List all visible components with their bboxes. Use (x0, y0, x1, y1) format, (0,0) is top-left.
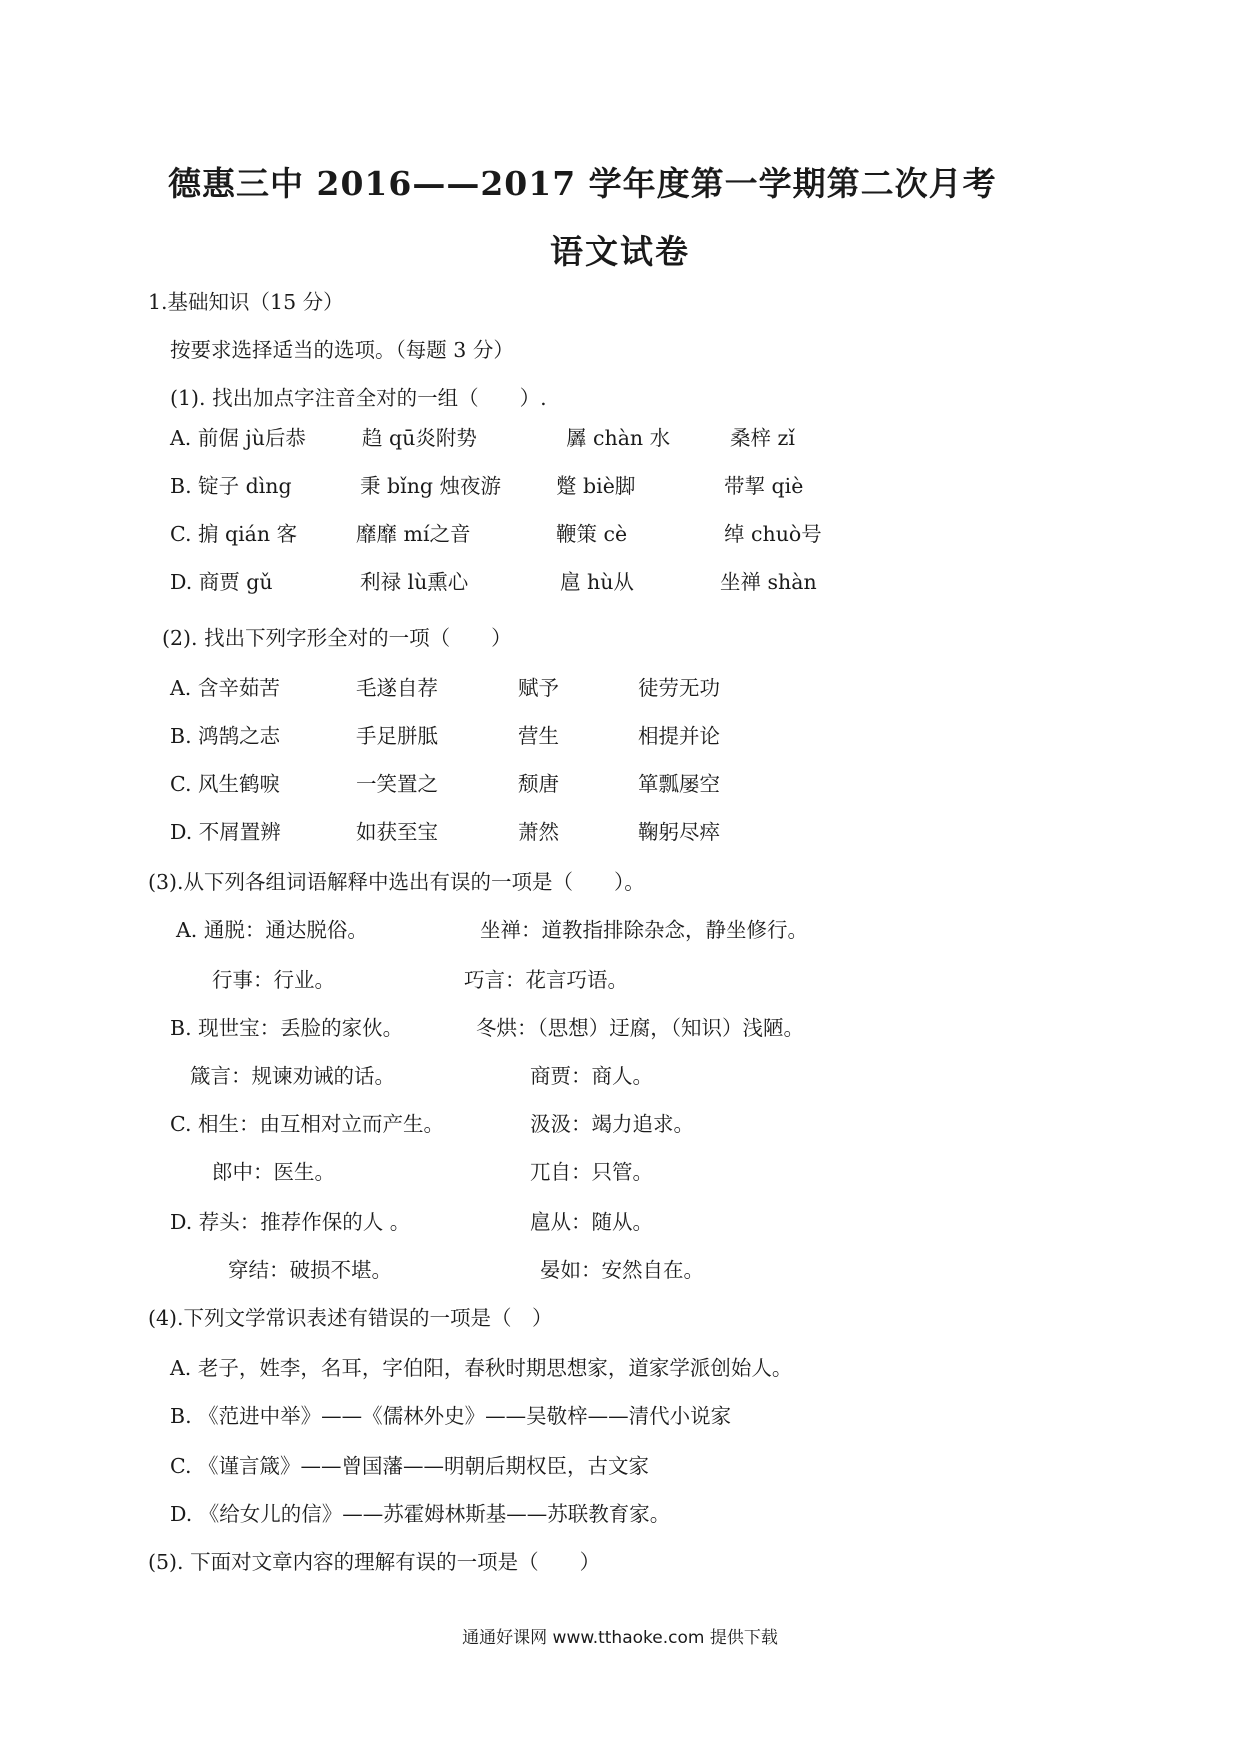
q3-option-c-3: 郎中：医生。 (212, 1160, 335, 1184)
q1-option-c-1: C. 掮 qián 客 (170, 522, 298, 546)
q3-option-c-1: C. 相生：由互相对立而产生。 (170, 1112, 444, 1136)
q2-option-a-3: 赋予 (518, 676, 559, 700)
q4-option-b: B. 《范进中举》——《儒林外史》——吴敬梓——清代小说家 (170, 1404, 732, 1428)
q5-stem: (5). 下面对文章内容的理解有误的一项是（ ） (148, 1550, 601, 1574)
q1-option-d-3: 扈 hù从 (560, 570, 634, 594)
q2-option-b-3: 营生 (518, 724, 559, 748)
q1-option-a-1: A. 前倨 jù后恭 (170, 426, 306, 450)
q3-option-d-3: 穿结：破损不堪。 (228, 1258, 392, 1282)
q1-option-b-2: 秉 bǐng 烛夜游 (360, 474, 502, 498)
q1-stem: (1). 找出加点字注音全对的一组（ ）. (170, 386, 547, 410)
q3-option-b-4: 商贾：商人。 (530, 1064, 653, 1088)
q2-option-b-2: 手足胼胝 (356, 724, 438, 748)
q1-option-c-3: 鞭策 cè (556, 522, 628, 546)
q1-option-d-4: 坐禅 shàn (720, 570, 817, 594)
q3-option-a-3: 行事：行业。 (212, 968, 335, 992)
q4-option-d: D. 《给女儿的信》——苏霍姆林斯基——苏联教育家。 (170, 1502, 671, 1526)
q4-stem: (4).下列文学常识表述有错误的一项是（ ） (148, 1306, 553, 1330)
q4-option-c: C. 《谨言箴》——曾国藩——明朝后期权臣，古文家 (170, 1454, 649, 1478)
q1-option-d-1: D. 商贾 gǔ (170, 570, 273, 594)
q3-option-c-4: 兀自：只管。 (530, 1160, 653, 1184)
q2-option-d-3: 萧然 (518, 820, 559, 844)
q2-option-c-2: 一笑置之 (356, 772, 438, 796)
q1-option-a-4: 桑梓 zǐ (730, 426, 795, 450)
q3-option-b-2: 冬烘：（思想）迂腐，（知识）浅陋。 (476, 1016, 804, 1040)
q2-option-c-1: C. 风生鹤唳 (170, 772, 280, 796)
q2-option-c-3: 颓唐 (518, 772, 559, 796)
q1-option-a-3: 羼 chàn 水 (566, 426, 671, 450)
q2-option-c-4: 箪瓢屡空 (638, 772, 720, 796)
exam-title: 德惠三中 2016——2017 学年度第一学期第二次月考 (168, 164, 997, 203)
exam-subtitle: 语文试卷 (550, 232, 690, 271)
q2-stem: (2). 找出下列字形全对的一项（ ） (162, 626, 512, 650)
q1-option-b-3: 蹩 biè脚 (556, 474, 636, 498)
section-heading: 1.基础知识（15 分） (148, 290, 344, 314)
q1-option-d-2: 利禄 lù熏心 (360, 570, 469, 594)
q2-option-b-4: 相提并论 (638, 724, 720, 748)
q2-option-a-1: A. 含辛茹苦 (170, 676, 280, 700)
q3-option-b-1: B. 现世宝：丢脸的家伙。 (170, 1016, 404, 1040)
q3-option-d-2: 扈从：随从。 (530, 1210, 653, 1234)
q1-option-a-2: 趋 qū炎附势 (362, 426, 477, 450)
q2-option-d-2: 如获至宝 (356, 820, 438, 844)
q2-option-a-4: 徒劳无功 (638, 676, 720, 700)
q3-option-d-4: 晏如：安然自在。 (540, 1258, 704, 1282)
q2-option-d-4: 鞠躬尽瘁 (638, 820, 720, 844)
q1-option-b-1: B. 锭子 dìng (170, 474, 292, 498)
q3-option-a-2: 坐禅：道教指排除杂念，静坐修行。 (480, 918, 808, 942)
q3-option-a-1: A. 通脱：通达脱俗。 (176, 918, 368, 942)
q1-option-b-4: 带挈 qiè (724, 474, 804, 498)
q3-option-c-2: 汲汲：竭力追求。 (530, 1112, 694, 1136)
q2-option-a-2: 毛遂自荐 (356, 676, 438, 700)
q3-option-b-3: 箴言：规谏劝诫的话。 (190, 1064, 395, 1088)
q3-option-a-4: 巧言：花言巧语。 (464, 968, 628, 992)
q4-option-a: A. 老子，姓李，名耳，字伯阳，春秋时期思想家，道家学派创始人。 (170, 1356, 793, 1380)
q1-option-c-4: 绰 chuò号 (724, 522, 822, 546)
q3-option-d-1: D. 荐头：推荐作保的人 。 (170, 1210, 411, 1234)
page-footer[interactable]: 通通好课网 www.tthaoke.com 提供下载 (462, 1628, 778, 1648)
q2-option-b-1: B. 鸿鹄之志 (170, 724, 281, 748)
q2-option-d-1: D. 不屑置辨 (170, 820, 281, 844)
q3-stem: (3).从下列各组词语解释中选出有误的一项是（ ）。 (148, 870, 645, 894)
q1-option-c-2: 靡靡 mí之音 (356, 522, 471, 546)
section-instruction: 按要求选择适当的选项。（每题 3 分） (170, 338, 514, 362)
